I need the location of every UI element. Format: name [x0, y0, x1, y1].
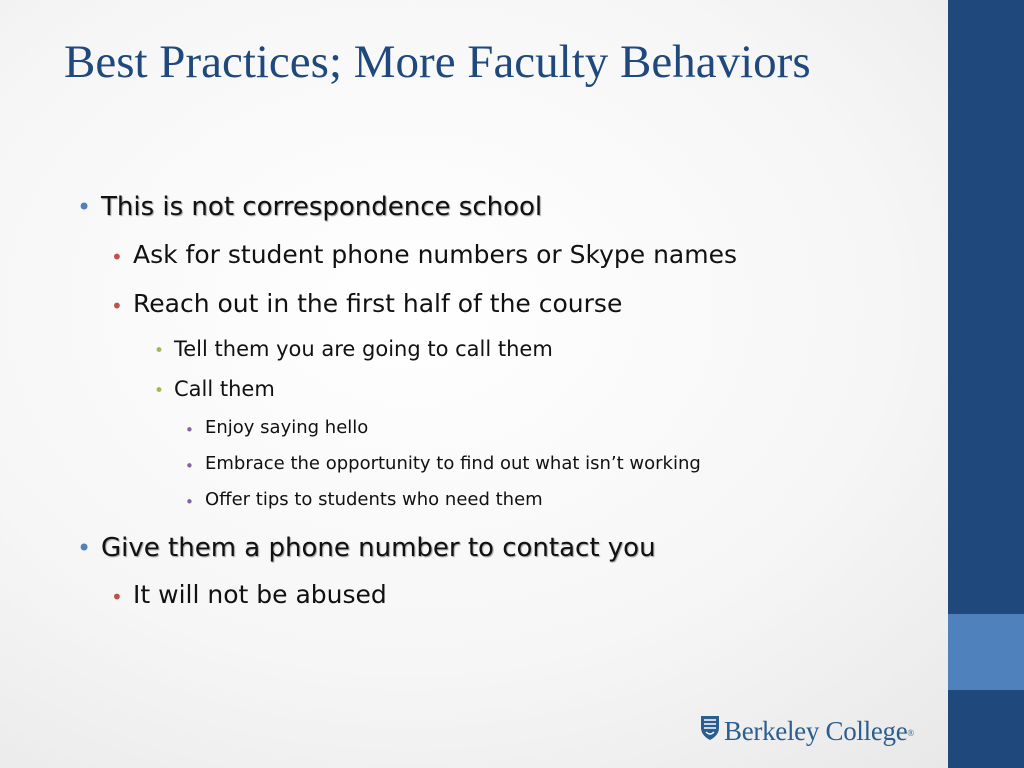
sidebar-accent-block	[948, 614, 1024, 690]
bullet-text: Call them	[174, 377, 275, 401]
bullet-item	[111, 240, 738, 270]
bullet-dot: •	[185, 457, 194, 475]
bullet-text: This is not correspondence school	[101, 192, 543, 222]
bullet-item	[111, 289, 623, 319]
bullet-dot: •	[77, 534, 92, 562]
registered-mark: ®	[907, 728, 914, 738]
bullet-dot: •	[111, 294, 123, 318]
logo-wordmark	[724, 714, 914, 748]
logo-name: Berkeley College	[724, 716, 908, 746]
bullet-text: Reach out in the first half of the course	[133, 289, 623, 318]
bullet-item	[154, 376, 275, 402]
bullet-item	[111, 580, 387, 610]
bullet-item	[185, 453, 701, 475]
bullet-dot: •	[154, 341, 165, 361]
bullet-item	[154, 336, 553, 362]
bullet-item	[185, 417, 369, 439]
bullet-text: Embrace the opportunity to find out what isn’t working	[205, 453, 701, 474]
bullet-item	[185, 489, 543, 511]
bullet-text: It will not be abused	[133, 580, 387, 609]
bullet-text: Give them a phone number to contact you	[101, 533, 656, 563]
bullet-text: Offer tips to students who need them	[205, 489, 543, 510]
bullet-text: Enjoy saying hello	[205, 417, 369, 438]
bullet-dot: •	[77, 193, 92, 221]
bullet-dot: •	[185, 493, 194, 511]
berkeley-college-logo	[700, 714, 914, 748]
bullet-item	[77, 533, 656, 563]
slide-title: Best Practices; More Faculty Behaviors	[64, 36, 811, 88]
sidebar-band	[948, 0, 1024, 768]
bullet-dot: •	[185, 421, 194, 439]
bullet-item	[77, 192, 543, 222]
bullet-text: Ask for student phone numbers or Skype names	[133, 240, 738, 269]
bullet-text: Tell them you are going to call them	[174, 337, 553, 361]
bullet-dot: •	[111, 585, 123, 609]
bullet-dot: •	[154, 381, 165, 401]
shield-icon	[700, 715, 720, 741]
bullet-dot: •	[111, 245, 123, 269]
